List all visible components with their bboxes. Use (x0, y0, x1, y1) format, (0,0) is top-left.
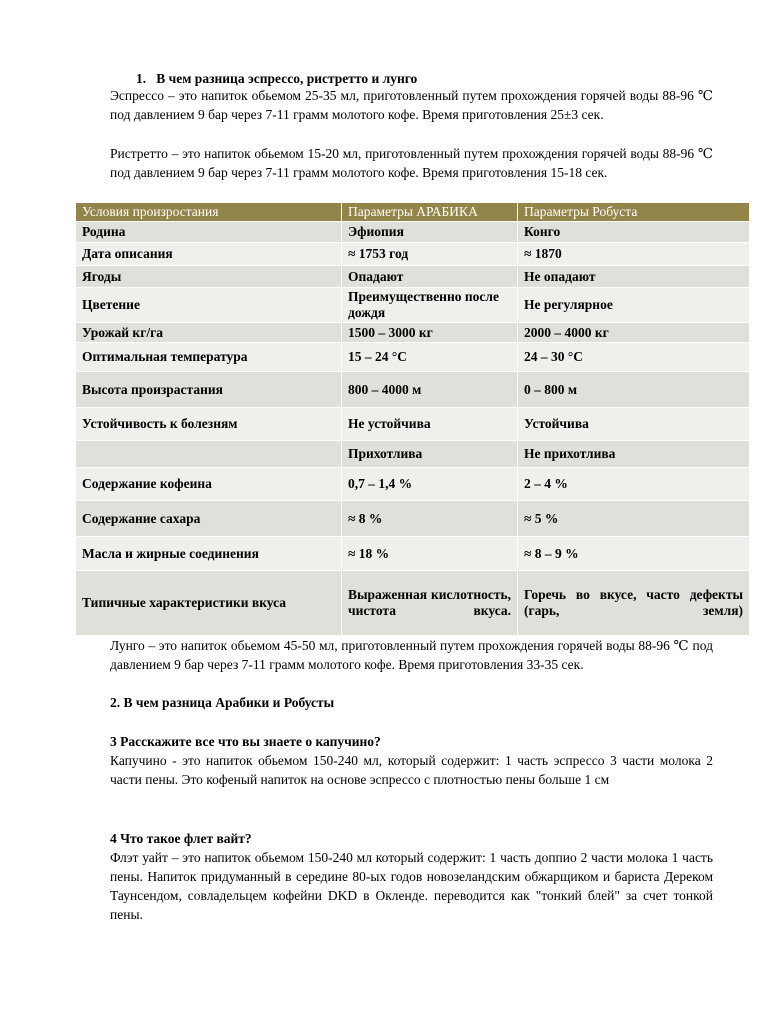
table-row (76, 343, 750, 372)
table-row (76, 468, 750, 501)
table-cell: Ягоды (76, 266, 342, 288)
table-row (76, 408, 750, 441)
table-cell: Не опадают (518, 266, 750, 288)
table-row (76, 372, 750, 408)
table-row (76, 243, 750, 266)
table-cell: Урожай кг/га (76, 323, 342, 343)
table-header-robusta: Параметры Робуста (518, 203, 750, 222)
table-cell: Горечь во вкусе, часто дефекты (гарь, земля) (518, 571, 750, 636)
cappuccino-paragraph: Капучино - это напиток обьемом 150-240 мл, который содержит: 1 часть эспрессо 3 части молока 2 части пены. Это кофеный напиток на основе эспрессо с плотностью пены больше 1 см (110, 753, 713, 787)
table-row (76, 323, 750, 343)
table-row (76, 537, 750, 571)
table-cell: Цветение (76, 288, 342, 323)
question-1-number: 1. (136, 71, 147, 86)
table-row (76, 571, 750, 636)
table-cell: Дата описания (76, 243, 342, 266)
table-cell: 2 – 4 % (518, 468, 750, 501)
table-cell: 2000 – 4000 кг (518, 323, 750, 343)
table-cell: 15 – 24 °С (342, 343, 518, 372)
table-cell: Содержание кофеина (76, 468, 342, 501)
question-1-title: В чем разница эспрессо, ристретто и лунго (156, 71, 418, 86)
table-cell: Преимущественно после дождя (342, 288, 518, 323)
table-cell: Не регулярное (518, 288, 750, 323)
table-cell: Масла и жирные соединения (76, 537, 342, 571)
table-cell: Устойчивость к болезням (76, 408, 342, 441)
table-cell (76, 441, 342, 468)
flat-white-paragraph: Флэт уайт – это напиток обьемом 150-240 мл который содержит: 1 часть доппио 2 части молока 1 часть пены. Напиток придуманный в середине 80-ых годов новозеландским обжарщиком и бариста Дереком Таунсендом, совладельцем кофейни DKD в Окленде. переводится как "тонкий блей" за счет тонкой пены. (110, 850, 713, 922)
table-cell: ≈ 5 % (518, 501, 750, 537)
table-cell: Устойчива (518, 408, 750, 441)
table-cell: Не прихотлива (518, 441, 750, 468)
table-cell: ≈ 1753 год (342, 243, 518, 266)
question-4-heading: 4 Что такое флет вайт? (110, 831, 252, 846)
table-row (76, 266, 750, 288)
table-header-arabica: Параметры АРАБИКА (342, 203, 518, 222)
question-3-heading: 3 Расскажите все что вы знаете о капучино? (110, 734, 381, 749)
table-cell: Высота произрастания (76, 372, 342, 408)
table-cell: 800 – 4000 м (342, 372, 518, 408)
table-row (76, 222, 750, 243)
table-cell: ≈ 18 % (342, 537, 518, 571)
table-cell: ≈ 8 % (342, 501, 518, 537)
table-header-conditions: Условия произростания (76, 203, 342, 222)
table-cell: Содержание сахара (76, 501, 342, 537)
table-cell: Не устойчива (342, 408, 518, 441)
ristretto-paragraph: Ристретто – это напиток обьемом 15-20 мл, приготовленный путем прохождения горячей воды 88-96 ℃ под давлением 9 бар через 7-11 грамм молотого кофе. Время приготовления 15-18 сек. (110, 146, 713, 180)
table-cell: Выраженная кислотность, чистота вкуса. (342, 571, 518, 636)
table-cell: Прихотлива (342, 441, 518, 468)
table-cell: Конго (518, 222, 750, 243)
table-cell: ≈ 8 – 9 % (518, 537, 750, 571)
table-cell: Эфиопия (342, 222, 518, 243)
table-cell: Типичные характеристики вкуса (76, 571, 342, 636)
table-header-row (76, 203, 750, 222)
lungo-paragraph: Лунго – это напиток обьемом 45-50 мл, приготовленный путем прохождения горячей воды 88-96 ℃ под давлением 9 бар через 7-11 грамм молотого кофе. Время приготовления 33-35 сек. (110, 638, 713, 672)
arabica-robusta-table (75, 202, 750, 636)
table-row (76, 441, 750, 468)
table-cell: Оптимальная температура (76, 343, 342, 372)
table-cell: Родина (76, 222, 342, 243)
espresso-paragraph: Эспрессо – это напиток обьемом 25-35 мл, приготовленный путем прохождения горячей воды 88-96 ℃ под давлением 9 бар через 7-11 грамм молотого кофе. Время приготовления 25±3 сек. (110, 88, 713, 122)
question-2-heading: 2. В чем разница Арабики и Робусты (110, 695, 335, 710)
table-cell: 1500 – 3000 кг (342, 323, 518, 343)
table-cell: Опадают (342, 266, 518, 288)
table-cell: 24 – 30 °С (518, 343, 750, 372)
table-cell: 0 – 800 м (518, 372, 750, 408)
table-row (76, 288, 750, 323)
table-cell: ≈ 1870 (518, 243, 750, 266)
table-row (76, 501, 750, 537)
table-cell: 0,7 – 1,4 % (342, 468, 518, 501)
